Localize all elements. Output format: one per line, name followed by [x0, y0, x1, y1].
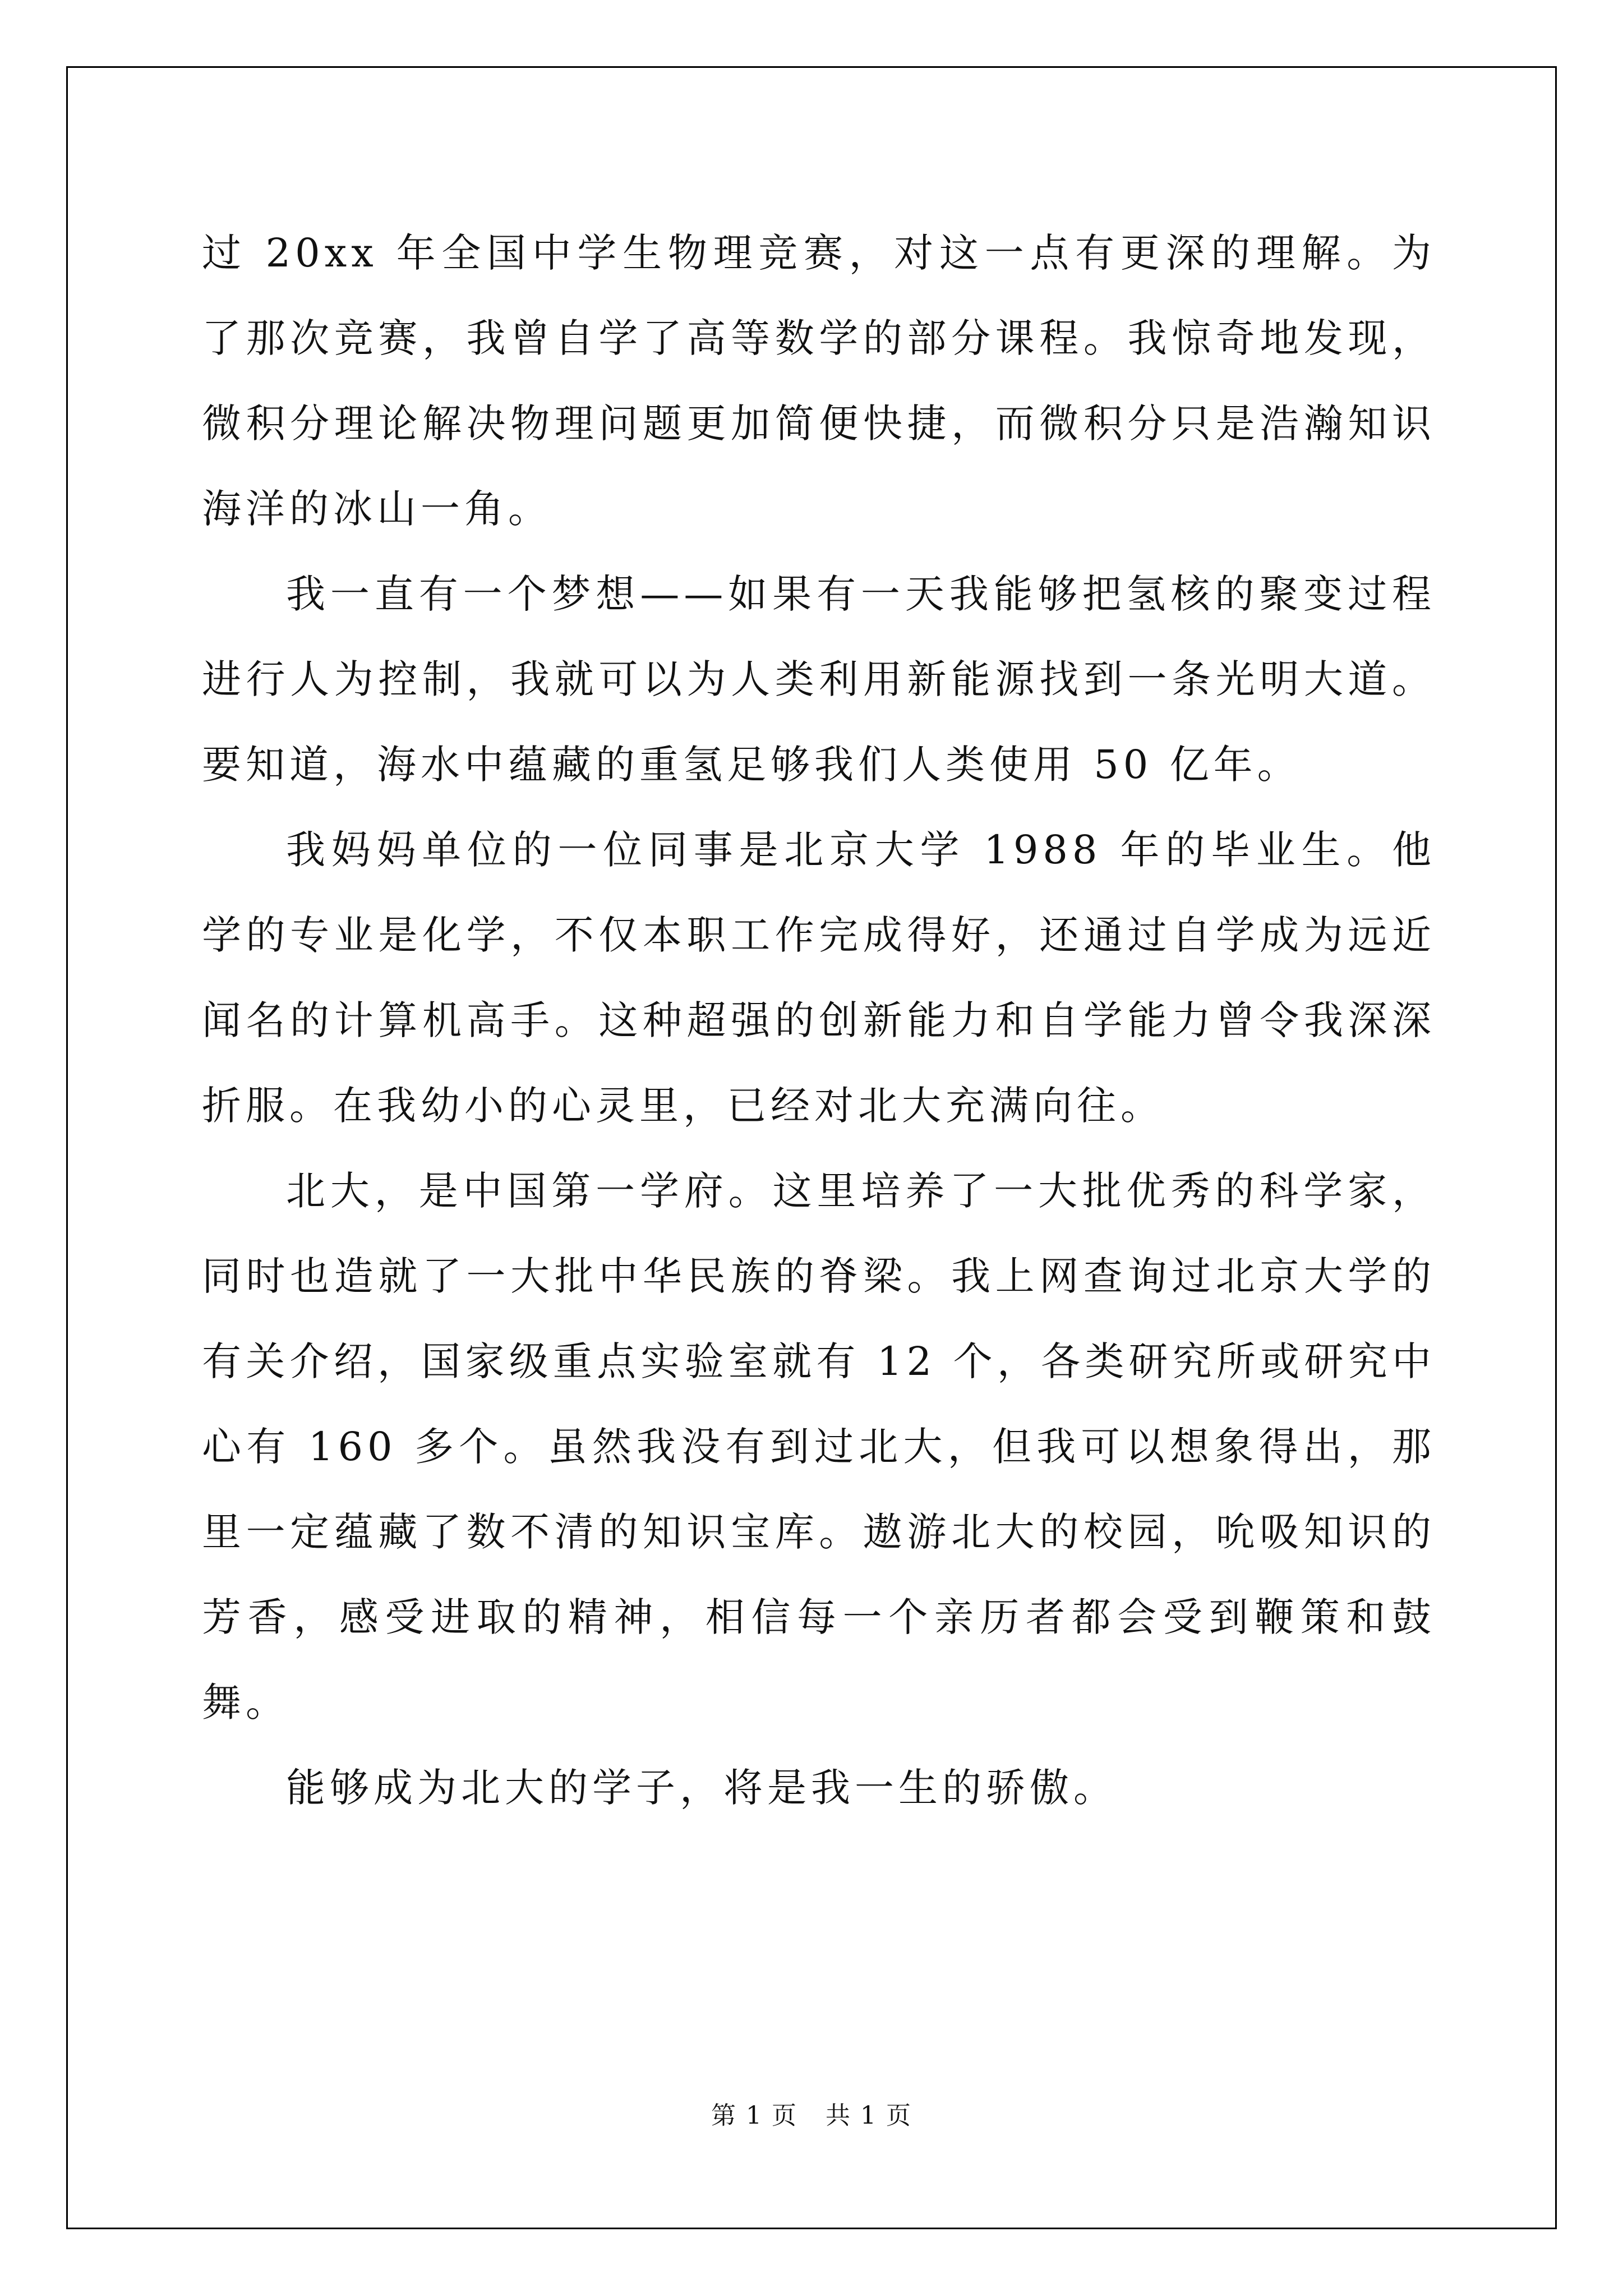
page-footer — [0, 2095, 1623, 2131]
page-total: 共 1 页 — [826, 2101, 912, 2130]
paragraph-3: 我妈妈单位的一位同事是北京大学 1988 年的毕业生。他学的专业是化学，不仅本职工作完成得好，还通过自学成为远近闻名的计算机高手。这种超强的创新能力和自学能力曾令我深深折服。在我幼小的心灵里，已经对北大充满向往。 — [202, 827, 1436, 1129]
paragraph-5: 能够成为北大的学子，将是我一生的骄傲。 — [286, 1765, 1117, 1811]
paragraph-4: 北大，是中国第一学府。这里培养了一大批优秀的科学家，同时也造就了一大批中华民族的脊梁。我上网查询过北京大学的有关介绍，国家级重点实验室就有 12 个，各类研究所或研究中心有 160 多个。虽然我没有到过北大，但我可以想象得出，那里一定蕴藏了数不清的知识宝库。遨游北大的校园，吮吸知识的芳香，感受进取的精神，相信每一个亲历者都会受到鞭策和鼓舞。 — [202, 1168, 1436, 1726]
paragraph-1: 过 20xx 年全国中学生物理竞赛，对这一点有更深的理解。为了那次竞赛，我曾自学了高等数学的部分课程。我惊奇地发现，微积分理论解决物理问题更加简便快捷，而微积分只是浩瀚知识海洋的冰山一角。 — [202, 230, 1436, 532]
page-number: 第 1 页 — [711, 2101, 797, 2130]
paragraph-2: 我一直有一个梦想——如果有一天我能够把氢核的聚变过程进行人为控制，我就可以为人类利用新能源找到一条光明大道。要知道，海水中蕴藏的重氢足够我们人类使用 50 亿年。 — [202, 571, 1436, 788]
document-body — [202, 210, 1436, 1830]
